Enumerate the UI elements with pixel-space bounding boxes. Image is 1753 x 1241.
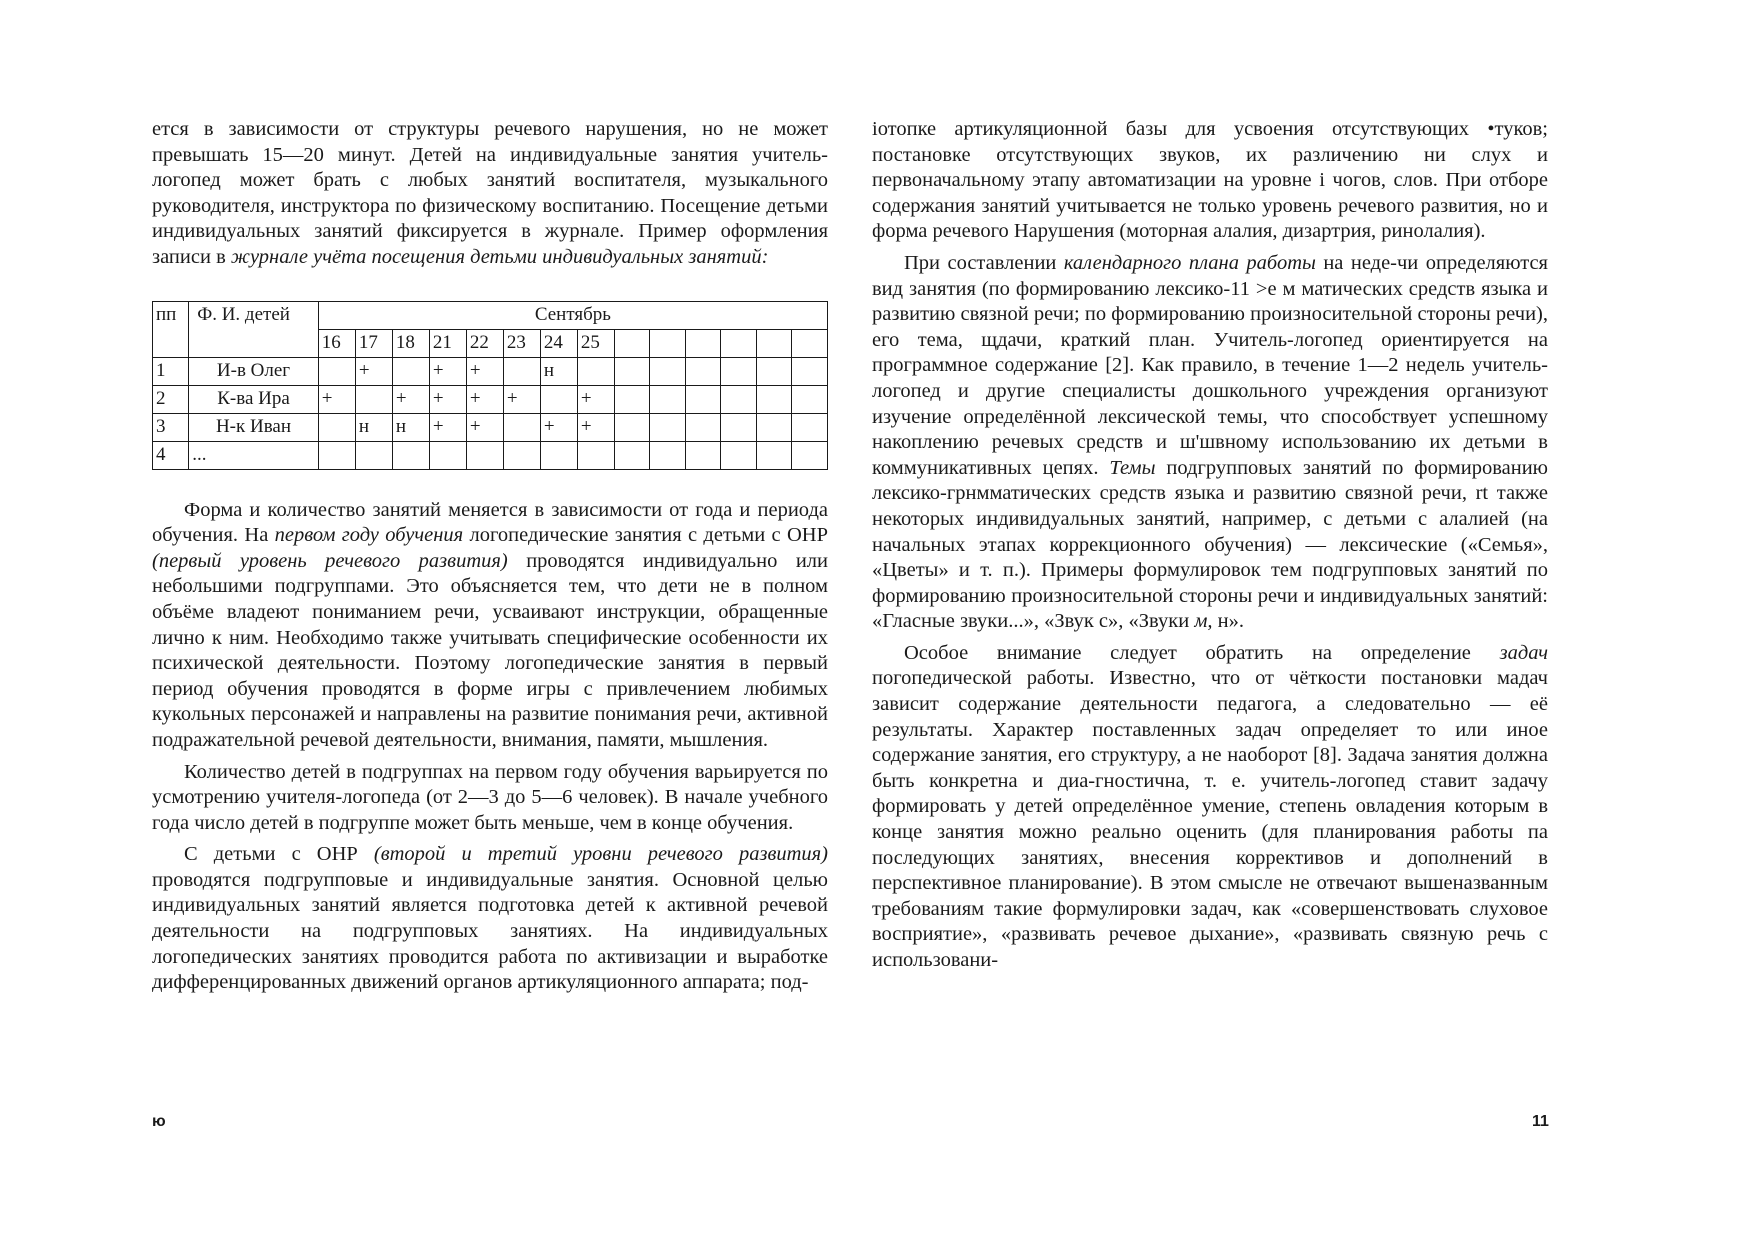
attendance-cell <box>650 357 685 385</box>
attendance-cell: + <box>429 357 466 385</box>
attendance-cell: + <box>540 413 577 441</box>
right-paragraph-3 <box>872 641 1548 974</box>
attendance-journal-table <box>152 301 828 470</box>
text-span: проводятся подгрупповые и индивидуальные занятия. Основной целью индивидуальных занятий является подготовка детей к активной речевой деятельности на подгрупповых занятиях. На индивидуальных логопедических занятиях проводится работа по активизации и выработке дифференцированных движений органов артикуляционного аппарата; под- <box>152 868 828 994</box>
attendance-cell <box>756 441 791 469</box>
attendance-cell <box>355 385 392 413</box>
attendance-cell: + <box>392 385 429 413</box>
italic-span: Темы <box>1109 456 1156 479</box>
attendance-cell <box>685 441 720 469</box>
italic-span: журнале учёта посещения детьми индивидуальных занятий: <box>230 245 769 268</box>
row-number: 2 <box>153 385 189 413</box>
left-paragraph-1 <box>152 117 828 271</box>
italic-span: календарного плана работы <box>1063 251 1316 274</box>
attendance-cell: + <box>466 385 503 413</box>
child-name: Н-к Иван <box>189 413 319 441</box>
attendance-cell: + <box>429 385 466 413</box>
attendance-cell <box>318 441 355 469</box>
attendance-cell: + <box>466 357 503 385</box>
text-span: ется в зависимости от структуры речевого нарушения, но не может превышать 15—20 минут. Детей на индивидуальные занятия учитель-логопед может брать с любых занятий воспитателя, музыкального руководителя, инструктора по физическому воспитанию. Посещение детьми индивидуальных занятий фиксируется в журнале. Пример оформления записи в <box>152 118 828 268</box>
text-span: на неде-чи определяются вид занятия (по формированию лексико-11 >е м матических средств языка и развитию связной речи; по формированию произносительной стороны речи), его тема, щдачи, краткий план. Учитель-логопед ориентируется на программное содержание [2]. Как правило, в течение 1—2 недель учитель-логопед и другие специалисты дошкольного учреждения организуют изучение определённой лексической темы, что способствует успешному накоплению речевых средств и ш'швному использованию их детьми в коммуникативных цепях. <box>872 251 1548 479</box>
right-paragraph-1: iотопке артикуляционной базы для усвоения отсутствующих •туков; постановке отсутствующих звуков, их различению ни слух и первоначальному этапу автоматизации на уровне i чогов, слов. При отборе содержания занятий учитывается не только уровень речевого развития, но и форма речевого Нарушения (моторная алалия, дизартрия, ринолалия). <box>872 118 1548 243</box>
text-span: проводятся индивидуально или небольшими подгруппами. Это объясняется тем, что дети не в полном объёме владеют пониманием речи, усваивают инструкции, обращенные лично к ним. Необходимо также учитывать специфические особенности их психической деятельности. Поэтому логопедические занятия в первый период обучения проводятся в форме игры с привлечением любимых кукольных персонажей и направлены на развитие понимания речи, активной подражательной речевой деятельности, внимания, памяти, мышления. <box>152 549 828 751</box>
attendance-cell <box>577 357 614 385</box>
attendance-cell <box>614 441 649 469</box>
table-row <box>153 385 828 413</box>
attendance-cell <box>721 357 756 385</box>
attendance-cell: н <box>392 413 429 441</box>
text-span: логопедические занятия с детьми с ОНР <box>463 524 828 547</box>
text-span: погопедической работы. Известно, что от чёткости постановки мадач зависит содержание деятельности педагога, а следовательно — её результаты. Характер поставленных задач определяет то или иное содержание занятия, его структуру, а не наоборот [8]. Задача занятия должна быть конкретна и диа-гностична, т. е. учитель-логопед ставит задачу формировать у детей определённое умение, степень овладения которым в конце занятия можно реально оценить (для планирования работы па последующих занятиях, внесения коррективов и дополнений в перспективное планирование). В этом смысле не отвечают вышеназванным требованиям такие формулировки задач, как «совершенствовать слуховое восприятие», «развивать речевое дыхание», «развивать связную речь с использовани- <box>872 667 1548 971</box>
attendance-cell <box>685 357 720 385</box>
attendance-cell <box>650 385 685 413</box>
attendance-cell <box>721 385 756 413</box>
attendance-cell <box>392 441 429 469</box>
attendance-cell <box>685 413 720 441</box>
attendance-cell: + <box>577 385 614 413</box>
date-cell <box>792 329 828 357</box>
row-number: 1 <box>153 357 189 385</box>
italic-span: первом году обучения <box>274 524 464 547</box>
left-paragraph-4 <box>152 842 828 996</box>
attendance-cell <box>650 441 685 469</box>
attendance-cell: + <box>355 357 392 385</box>
left-text-column <box>152 117 828 996</box>
attendance-cell <box>721 441 756 469</box>
italic-span: м, <box>1194 610 1213 633</box>
row-number: 3 <box>153 413 189 441</box>
attendance-cell: + <box>503 385 540 413</box>
attendance-cell <box>503 441 540 469</box>
date-cell: 17 <box>355 329 392 357</box>
text-span: При составлении <box>904 251 1064 274</box>
date-cell <box>685 329 720 357</box>
text-span: Форма и количество занятий меняется в зависимости от года и периода обучения. На <box>152 498 828 547</box>
attendance-cell <box>392 357 429 385</box>
attendance-cell <box>466 441 503 469</box>
attendance-cell: н <box>540 357 577 385</box>
left-paragraph-3: Количество детей в подгруппах на первом году обучения варьируется по усмотрению учителя-логопеда (от 2—3 до 5—6 человек). В начале учебного года число детей в подгруппе может быть меньше, чем в конце обучения. <box>152 760 828 834</box>
text-span: н». <box>1212 610 1245 633</box>
child-name: И-в Олег <box>189 357 319 385</box>
attendance-cell <box>614 413 649 441</box>
attendance-cell <box>318 357 355 385</box>
attendance-cell <box>318 413 355 441</box>
italic-span: задач <box>1499 641 1548 664</box>
page-number-right: 11 <box>1532 1113 1549 1130</box>
attendance-cell <box>503 357 540 385</box>
attendance-cell <box>792 441 828 469</box>
attendance-cell: + <box>577 413 614 441</box>
date-cell: 21 <box>429 329 466 357</box>
attendance-cell: н <box>355 413 392 441</box>
attendance-cell <box>650 413 685 441</box>
text-span: Особое внимание следует обратить на определение <box>904 641 1500 664</box>
attendance-cell <box>792 385 828 413</box>
table-row <box>153 413 828 441</box>
italic-span: (первый уровень речевого развития) <box>152 549 508 572</box>
attendance-cell <box>756 413 791 441</box>
table-header-row <box>153 301 828 329</box>
left-paragraph-2 <box>152 498 828 754</box>
right-paragraph-2 <box>872 251 1548 635</box>
date-cell: 23 <box>503 329 540 357</box>
child-name: ... <box>189 441 319 469</box>
attendance-cell <box>577 441 614 469</box>
attendance-cell <box>355 441 392 469</box>
child-name: К-ва Ира <box>189 385 319 413</box>
right-text-column <box>872 117 1548 974</box>
attendance-cell <box>756 357 791 385</box>
date-cell: 16 <box>318 329 355 357</box>
attendance-cell <box>429 441 466 469</box>
attendance-cell <box>540 441 577 469</box>
date-cell: 22 <box>466 329 503 357</box>
date-cell: 24 <box>540 329 577 357</box>
date-cell <box>756 329 791 357</box>
row-number: 4 <box>153 441 189 469</box>
attendance-cell <box>792 413 828 441</box>
italic-span: (второй и третий уровни речевого развития) <box>373 843 829 866</box>
table-row <box>153 441 828 469</box>
attendance-cell <box>721 413 756 441</box>
date-cell <box>614 329 649 357</box>
date-cell: 18 <box>392 329 429 357</box>
attendance-cell: + <box>429 413 466 441</box>
header-name: Ф. И. детей <box>189 301 319 357</box>
date-cell: 25 <box>577 329 614 357</box>
attendance-cell <box>540 385 577 413</box>
page-number-left: ю <box>152 1113 166 1130</box>
attendance-cell: + <box>466 413 503 441</box>
attendance-cell <box>614 385 649 413</box>
date-cell <box>721 329 756 357</box>
date-cell <box>650 329 685 357</box>
attendance-cell <box>685 385 720 413</box>
attendance-cell: + <box>318 385 355 413</box>
text-span: С детьми с ОНР <box>184 843 374 866</box>
attendance-cell <box>792 357 828 385</box>
text-span: подгрупповых занятий по формированию лексико-грнмматических средств языка и развитию связной речи, rt также некоторых индивидуальных занятий, например, с детьми с алалией (на начальных этапах коррекционного обучения) — лексические («Семья», «Цветы» и т. п.). Примеры формулировок тем подгрупповых занятий по формированию произносительной стороны речи и индивидуальных занятий: «Гласные звуки...», «Звук с», «Звуки <box>872 456 1548 633</box>
header-month: Сентябрь <box>318 301 827 329</box>
table-row <box>153 357 828 385</box>
attendance-cell <box>756 385 791 413</box>
header-num: пп <box>153 301 189 357</box>
attendance-cell <box>614 357 649 385</box>
attendance-cell <box>503 413 540 441</box>
